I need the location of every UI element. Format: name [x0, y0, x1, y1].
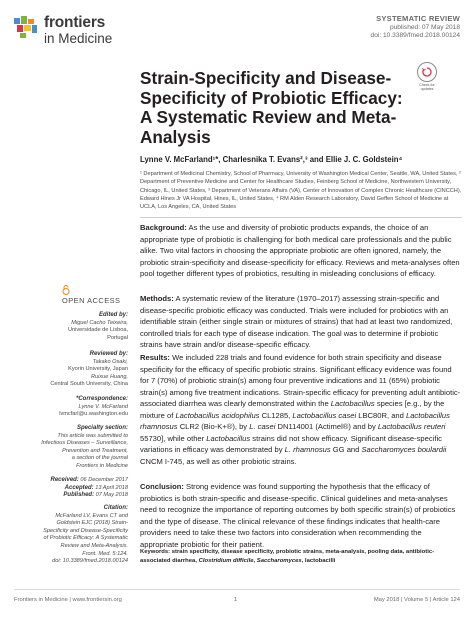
abstract-background	[140, 222, 462, 280]
keyword-end: , lactobacilli	[301, 557, 336, 564]
results-taxon: Saccharomyces boulardii	[361, 445, 447, 454]
correspondence-label: *Correspondence:	[75, 396, 128, 402]
citation-line[interactable]: doi: 10.3389/fmed.2018.00124	[52, 558, 128, 565]
results-text: species [e.g., by the mixture of	[140, 399, 445, 420]
published-date-side: 07 May 2018	[95, 492, 128, 499]
specialty-section	[30, 425, 128, 471]
results-text: We included 228 trials and found evidence for both strain specificity and disease specificity for the efficacy of specific probiotic strains. Significant efficacy evidence was found for 7 (70%) of probiotic strain(s) among four preventive indications and 11 (65%) probiotic strain(s) among five treatment indications. Strain-specific efficacy for preventing adult antibiotic-associated diarrhea was clearly demonstrated within the	[140, 353, 461, 408]
badge-line2: updates	[420, 87, 434, 91]
results-text: strains did not show efficacy. Significant disease-specific variations in efficacy was demonstrated by	[140, 433, 442, 454]
received-date: 06 December 2017	[80, 477, 128, 483]
correspondence-email[interactable]: lvmcfarl@u.washington.edu	[59, 411, 128, 418]
results-taxon: Lactobacillus	[330, 399, 375, 408]
published-date: published: 07 May 2018	[389, 23, 460, 31]
author-list: Lynne V. McFarland¹*, Charlesnika T. Evans²,³ and Ellie J. C. Goldstein⁴	[140, 155, 403, 164]
results-taxon: L. casei	[249, 422, 276, 431]
specialty-line: This article was submitted to	[57, 432, 128, 439]
methods-label: Methods:	[140, 294, 174, 303]
editor-line: Miguel Cacho Teixeira,	[71, 319, 128, 326]
reviewer-line: Ruixue Huang,	[90, 373, 128, 380]
frontiers-logo-icon	[14, 16, 40, 38]
results-label: Results:	[140, 353, 170, 362]
editor-line: Portugal	[107, 334, 128, 341]
specialty-line: Frontiers in Medicine	[76, 462, 128, 469]
keyword-italic: Saccharomyces	[256, 557, 302, 564]
edited-by-section	[30, 312, 128, 342]
citation-line: Front. Med. 5:124.	[82, 550, 128, 557]
footer-divider	[14, 589, 460, 590]
reviewed-by-section	[30, 351, 128, 389]
keywords	[140, 548, 462, 565]
specialty-line: Prevention and Treatment,	[62, 447, 128, 454]
specialty-line: a section of the journal	[71, 455, 128, 462]
footer-journal-link[interactable]: Frontiers in Medicine | www.frontiersin.org	[14, 597, 122, 603]
results-taxon: Lactobacillus rhamnosus	[140, 410, 450, 431]
journal-logo-title: in Medicine	[44, 31, 113, 46]
results-text: DN114001 (Actimel®) and by	[275, 422, 378, 431]
check-for-updates-badge[interactable]	[417, 62, 437, 91]
open-access-icon	[62, 285, 70, 295]
page-number: 1	[234, 597, 238, 603]
accepted-label: Accepted:	[64, 484, 94, 491]
abstract-methods	[140, 293, 462, 351]
results-text: CNCM I-745, as well as other probiotic strains.	[140, 456, 297, 466]
reviewer-line: Central South University, China	[50, 381, 128, 388]
open-access-label: OPEN ACCESS	[62, 296, 121, 305]
citation-line: Review and Meta-Analysis.	[60, 542, 128, 549]
article-title: Strain-Specificity and Disease-Specificity of Probiotic Efficacy: A Systematic Review and Meta-Analysis	[140, 68, 403, 147]
editor-line: Universidade de Lisboa,	[67, 327, 128, 334]
correspondence-section	[30, 396, 128, 419]
abstract-results	[140, 352, 462, 467]
results-text: GG and	[330, 445, 362, 454]
citation-label: Citation:	[103, 505, 128, 511]
results-taxon: Lactobacillus casei	[292, 410, 357, 420]
reviewed-by-label: Reviewed by:	[89, 351, 128, 357]
conclusion-label: Conclusion:	[140, 482, 184, 491]
results-taxon: L. rhamnosus	[284, 445, 331, 454]
update-icon	[417, 62, 437, 82]
citation-line: of Probiotic Efficacy: A Systematic	[43, 535, 128, 542]
results-taxon: Lactobacillus	[206, 433, 251, 443]
specialty-line: Infectious Diseases – Surveillance,	[41, 440, 128, 447]
results-text: CLR2 (Bio-K+®), by	[177, 422, 250, 431]
published-label: Published:	[63, 492, 95, 499]
keyword-italic: Clostridium difficile	[198, 557, 254, 564]
accepted-date: 13 April 2018	[95, 484, 128, 491]
citation-line: Specificity and Disease-Specificity	[43, 527, 128, 534]
keywords-label: Keywords:	[140, 549, 171, 555]
article-header-info	[371, 15, 460, 41]
conclusion-text: Strong evidence was found supporting the hypothesis that the efficacy of probiotics is both strain-specific and disease-specific. Clinical guidelines and meta-analyses need to recognize the importance of reporting outcomes by both specific strain(s) of probiotics and the type of disease. The clinical relevance of these findings indicates that health-care providers need to take these two factors into consideration when recommending the appropriate probiotic for their patient.	[140, 482, 456, 549]
edited-by-label: Edited by:	[98, 312, 128, 318]
correspondence-name: Lynne V. McFarland	[78, 403, 128, 410]
footer-volume-info: May 2018 | Volume 5 | Article 124	[373, 597, 460, 603]
results-text: LBC80R, and	[356, 410, 406, 420]
divider	[140, 217, 462, 218]
background-text: As the use and diversity of probiotic products expands, the choice of an appropriate type of probiotic is challenging for both medical care professionals and the public alike. Two vital factors in choosing the appropriate probiotic are often ignored, namely, the probiotic strain-specificity and disease-specificity for efficacy. Reviews and meta-analyses often pool together different types of probiotics, resulting in misleading conclusions of efficacy.	[140, 223, 460, 278]
citation-section	[30, 505, 128, 566]
reviewer-line: Takako Osaki,	[92, 358, 128, 365]
dates-section	[30, 477, 128, 500]
results-text: CL1285,	[259, 410, 293, 420]
received-label: Received:	[50, 477, 79, 483]
specialty-label: Specialty section:	[76, 425, 128, 431]
citation-line: Goldstein EJC (2018) Strain-	[56, 520, 128, 527]
keyword-separator: ,	[253, 557, 257, 564]
results-taxon: Lactobacillus acidophilus	[175, 410, 260, 420]
results-taxon: Lactobacillus reuteri	[377, 422, 446, 431]
methods-text: A systematic review of the literature (1970–2017) assessing strain-specific and disease-specific probiotic efficacy was conducted. Trials were included for probiotics with an identifiable strain (either single strain or mixtures of strains) that had at least two randomized, controlled trials for each type of disease indication. The goal was to determine if probiotic strains have strain and/or disease-specific efficacy.	[140, 294, 453, 349]
article-type: SYSTEMATIC REVIEW	[376, 14, 460, 23]
results-text: 55730], while other	[140, 433, 207, 443]
keywords-text: strain specificity, disease specificity, probiotic strains, meta-analysis, pooling data, antibiotic-associated diarrhea,	[140, 549, 435, 564]
citation-line: McFarland LV, Evans CT and	[55, 512, 128, 519]
badge-line1: Check for	[419, 83, 435, 87]
doi-link[interactable]: doi: 10.3389/fmed.2018.00124	[370, 32, 460, 39]
affiliations: ¹ Department of Medicinal Chemistry, School of Pharmacy, University of Washington Medical Center, Seattle, WA, United States, ² Department of Preventive Medicine and Center for Healthcare Studies, Feinberg School of Medicine, Northwestern University, Chicago, IL, United States, ³ Department of Veterans Affairs (VA), Center of Innovation of Complex Chronic Healthcare (CINCCH), Edward Hines Jr VA Hospital, Hines, IL, United States, ⁴ RM Alden Research Laboratory, David Geffen School of Medicine at UCLA, Los Angeles, CA, United States	[140, 171, 462, 211]
abstract-conclusion	[140, 481, 462, 550]
background-label: Background:	[140, 223, 187, 232]
reviewer-line: Kyorin University, Japan	[68, 366, 128, 373]
journal-logo-name: frontiers	[44, 14, 106, 31]
